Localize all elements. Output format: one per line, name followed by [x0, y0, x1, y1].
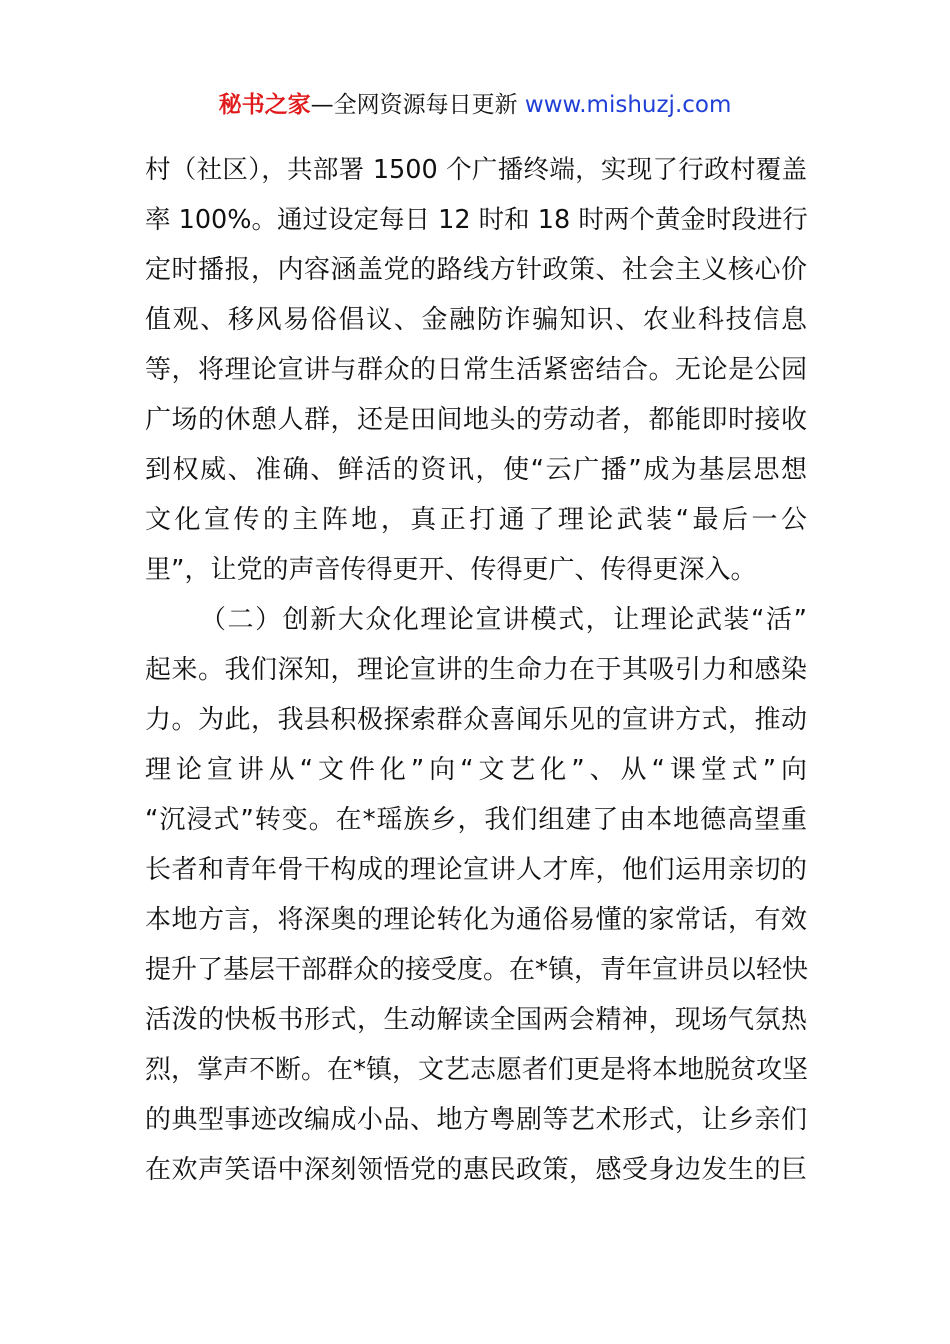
text-line: 起来。我们深知，理论宣讲的生命力在于其吸引力和感染	[145, 655, 807, 685]
text-line: 率 100%。通过设定每日 12 时和 18 时两个黄金时段进行	[145, 205, 808, 235]
text-line: 在欢声笑语中深刻领悟党的惠民政策，感受身边发生的巨	[145, 1155, 807, 1185]
text-line: 村（社区），共部署 1500 个广播终端，实现了行政村覆盖	[145, 155, 807, 185]
text-line: 活泼的快板书形式，生动解读全国两会精神，现场气氛热	[145, 1005, 807, 1035]
section-heading-line: （二）创新大众化理论宣讲模式，让理论武装“活”	[200, 605, 807, 635]
text-line: “沉浸式”转变。在*瑶族乡，我们组建了由本地德高望重	[145, 805, 807, 835]
text-line: 本地方言，将深奥的理论转化为通俗易懂的家常话，有效	[145, 905, 807, 935]
text-line: 长者和青年骨干构成的理论宣讲人才库，他们运用亲切的	[145, 855, 807, 885]
text-line: 力。为此，我县积极探索群众喜闻乐见的宣讲方式，推动	[145, 705, 807, 735]
text-line: 广场的休憩人群，还是田间地头的劳动者，都能即时接收	[145, 405, 807, 435]
site-brand: 秘书之家	[218, 92, 311, 118]
text-line: 定时播报，内容涵盖党的路线方针政策、社会主义核心价	[145, 255, 807, 285]
text-line: 里”，让党的声音传得更开、传得更广、传得更深入。	[145, 555, 757, 585]
text-line: 等，将理论宣讲与群众的日常生活紧密结合。无论是公园	[145, 355, 807, 385]
site-url-link[interactable]: www.mishuzj.com	[524, 92, 732, 118]
text-line: 的典型事迹改编成小品、地方粤剧等艺术形式，让乡亲们	[145, 1105, 807, 1135]
text-line: 烈，掌声不断。在*镇，文艺志愿者们更是将本地脱贫攻坚	[145, 1055, 809, 1085]
site-tagline: —全网资源每日更新	[310, 92, 525, 118]
text-line: 值观、移风易俗倡议、金融防诈骗知识、农业科技信息	[145, 305, 807, 335]
text-line: 到权威、准确、鲜活的资讯，使“云广播”成为基层思想	[145, 455, 807, 485]
text-line: 提升了基层干部群众的接受度。在*镇，青年宣讲员以轻快	[145, 955, 809, 985]
page-header	[0, 88, 950, 122]
text-line: 理论宣讲从“文件化”向“文艺化”、从“课堂式”向	[145, 755, 807, 785]
text-line: 文化宣传的主阵地，真正打通了理论武装“最后一公	[145, 505, 807, 535]
